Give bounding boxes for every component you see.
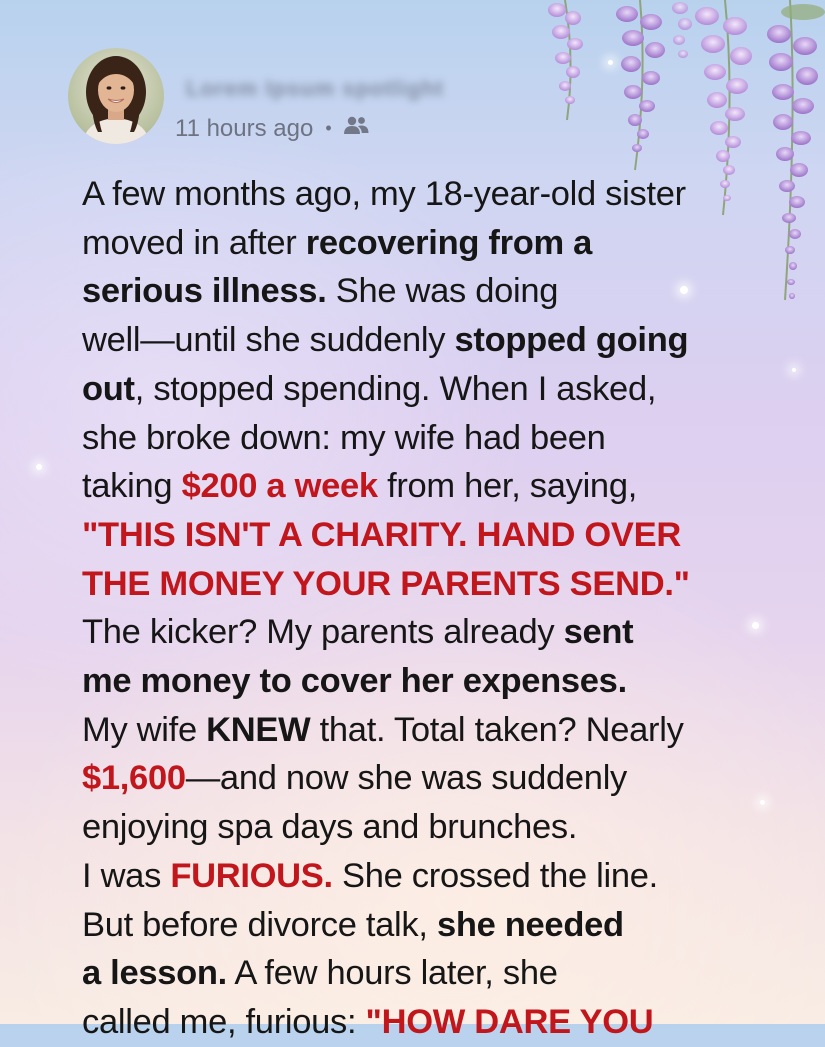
post-text: She was doing [326,272,559,311]
post-text-line [82,706,782,755]
post-timestamp[interactable]: 11 hours ago [175,114,314,142]
post-text: from her, saying, [377,467,637,506]
meta-separator: • [325,118,332,138]
post-text: The kicker? My parents already [82,613,564,652]
post-text-line [82,560,782,609]
emphasis-red-text: $1,600 [82,759,186,798]
post-text: My wife [82,710,207,749]
post-text: enjoying spa days and brunches. [82,808,578,847]
post-text: She crossed the line. [332,856,658,895]
post-text-line [82,657,782,706]
post-text-line [82,901,782,950]
post-text-line [82,754,782,803]
sparkle [792,368,796,372]
emphasis-red-text: THE MONEY YOUR PARENTS SEND." [82,564,690,603]
friends-icon[interactable] [342,114,370,143]
post-text-line [82,267,782,316]
emphasis-red-text: FURIOUS. [170,856,333,895]
post-text-line [82,998,782,1047]
emphasis-red-text: "HOW DARE YOU [365,1002,654,1041]
post-text: she broke down: my wife had been [82,418,606,457]
post-text-line [82,316,782,365]
bold-text: sent [563,613,634,652]
bold-text: serious illness. [82,272,327,311]
bold-text: recovering from a [305,223,593,262]
post-text-line [82,219,782,268]
bold-text: stopped going [454,321,689,360]
post-text: that. Total taken? Nearly [310,710,684,749]
post-text: —and now she was suddenly [185,759,628,798]
bold-text: KNEW [206,710,311,749]
emphasis-red-text: "THIS ISN'T A CHARITY. HAND OVER [82,515,681,554]
author-name[interactable]: Lorem Ipsum spotlight [186,76,445,101]
post-text-line [82,511,782,560]
post-text: moved in after [82,223,306,262]
bold-text: a lesson. [82,954,227,993]
post-text-line [82,462,782,511]
post-text-line [82,414,782,463]
post-text-line [82,170,782,219]
post-text: I was [82,856,171,895]
post-header [68,48,444,144]
sparkle [36,464,42,470]
post-text-line [82,803,782,852]
avatar-portrait-image [68,48,164,144]
bold-text: she needed [436,905,624,944]
post-meta [175,114,444,143]
post-text-line [82,949,782,998]
post-text-line [82,365,782,414]
post-text: A few months ago, my 18-year-old sister [82,175,686,213]
emphasis-red-text: $200 a week [181,467,378,506]
post-text-line [82,852,782,901]
post-text: But before divorce talk, [82,905,437,944]
post-text: taking [82,467,182,506]
post-text: called me, furious: [82,1002,366,1041]
post-text-line [82,608,782,657]
bold-text: me money to cover her expenses. [82,662,627,701]
post-text: , stopped spending. When I asked, [134,369,657,408]
bold-text: out [82,369,135,408]
author-avatar[interactable] [68,48,164,144]
post-text: well—until she suddenly [82,321,455,360]
post-body-text [82,170,782,1047]
post-text: A few hours later, she [226,954,558,993]
